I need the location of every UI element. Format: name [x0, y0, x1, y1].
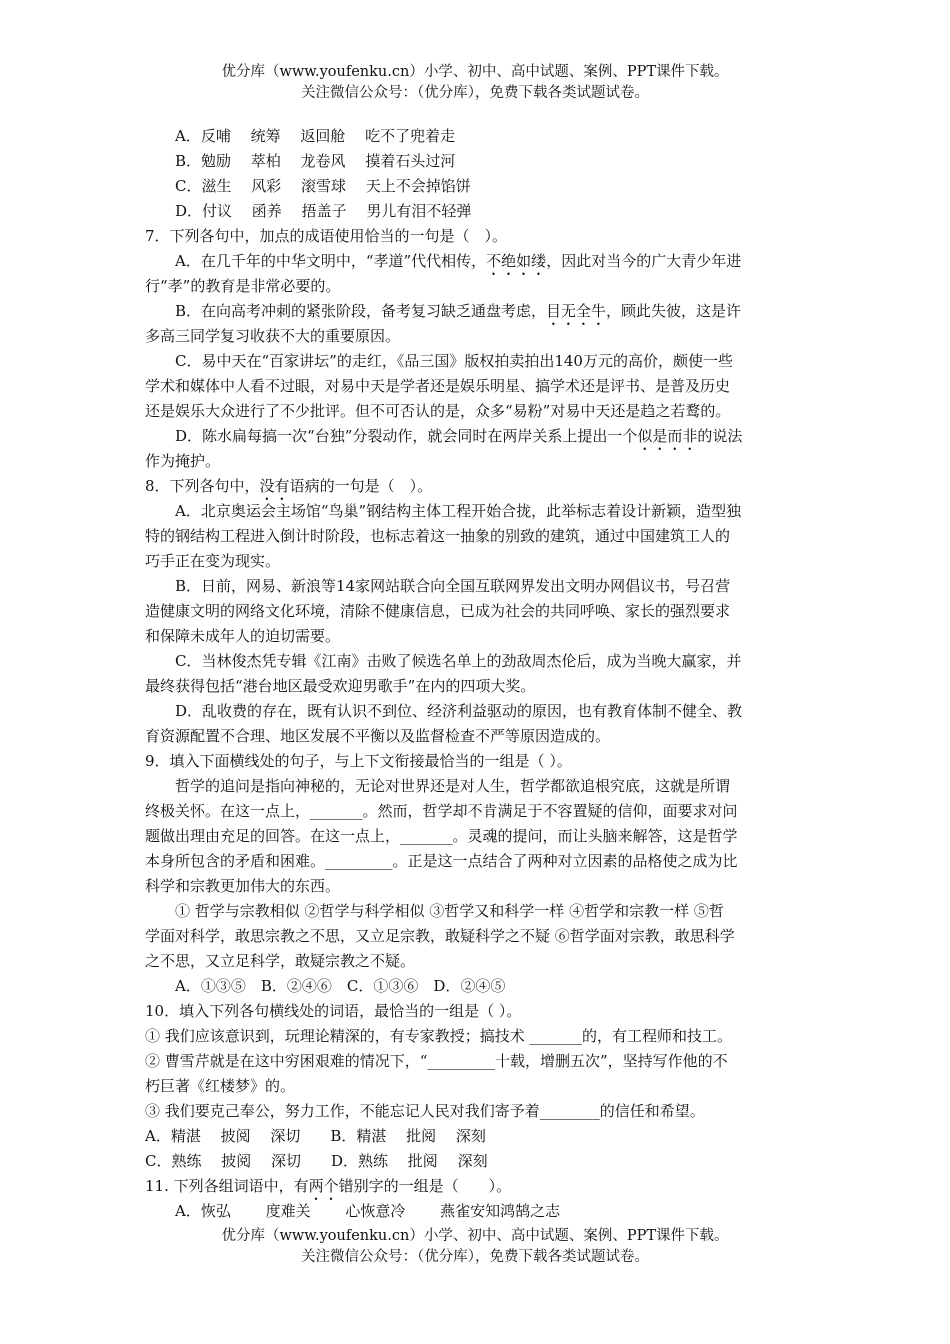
q8-option-b-line-3: 和保障未成年人的迫切需要。 [145, 627, 341, 645]
q8-option-b-line-1: B．日前，网易、新浪等14家网站联合向全国互联网界发出文明办网倡议书，号召营 [175, 577, 731, 595]
q7-c-idiom: 趋之若鹜 [640, 402, 701, 420]
page-footer [0, 1226, 950, 1268]
q11-stem [145, 1174, 807, 1199]
q6-option-c: C．滋生 风彩 滚雪球 天上不会掉馅饼 [175, 177, 471, 195]
q8-option-d-line-1: D．乱收费的存在，既有认识不到位、经济利益驱动的原因，也有教育体制不健全、教 [175, 702, 743, 720]
q10-sentence-3: ③ 我们要克己奉公，努力工作，不能忘记人民对我们寄予着________的信任和希望。 [145, 1102, 705, 1120]
q10-choices-ab: A．精湛 披阅 深切 B．精湛 批阅 深刻 [145, 1127, 486, 1145]
q9-passage-line-4: 本身所包含的矛盾和困难。_________。正是这一点结合了两种对立因素的品格使之成为比 [145, 852, 738, 870]
q7-a-dotted-idiom: 不绝如缕 [486, 252, 547, 270]
q9-passage-line-1: 哲学的追问是指向神秘的，无论对世界还是对人生，哲学都欲追根究底，这就是所谓 [175, 777, 731, 795]
q7-d-dotted-idiom: 似是而非 [637, 427, 698, 445]
q9-passage-line-5: 科学和宗教更加伟大的东西。 [145, 877, 341, 895]
q11-option-a: A．恢弘 度难关 心恢意冷 燕雀安知鸿鹄之志 [175, 1202, 561, 1220]
q7-option-c-line-1: C．易中天在“百家讲坛”的走红，《品三国》版权拍卖拍出140万元的高价，颇使一些 [175, 352, 733, 370]
header-line-2: 关注微信公众号：（优分库），免费下载各类试题试卷。 [301, 85, 649, 101]
q11-stem-text: 11. 下列各组词语中，有 [145, 1177, 309, 1195]
q9-choices: A．①③⑤ B．②④⑥ C．①③⑥ D．②④⑤ [175, 977, 506, 995]
q9-passage-line-3: 题做出理由充足的回答。在这一点上，_______。灵魂的提问，而让头脑来解答，这是哲学 [145, 827, 738, 845]
q11-stem-tail: 错别字的一组是（ ）。 [338, 1177, 512, 1195]
q9-stem: 9．填入下面横线处的句子，与上下文衔接最恰当的一组是（ ）。 [145, 752, 572, 770]
q10-sentence-2-line-2: 朽巨著《红楼梦》的。 [145, 1077, 296, 1095]
q8-stem-text: 8．下列各句中， [145, 477, 260, 495]
q7-option-d-line-2: 作为掩护。 [145, 452, 221, 470]
header-line-1: 优分库（www.youfenku.cn）小学、初中、高中试题、案例、PPT课件下载。 [221, 64, 729, 80]
q9-passage-line-2: 终极关怀。在这一点上，_______。然而，哲学却不肯满足于不容置疑的信仰，面要求对问 [145, 802, 738, 820]
q8-dotted-word: 没有 [259, 477, 290, 495]
q7-option-c-line-3 [145, 399, 807, 424]
q6-option-a: A．反哺 统筹 返回舱 吃不了兜着走 [175, 127, 456, 145]
q8-option-a-line-3: 巧手正在变为现实。 [145, 552, 281, 570]
q10-sentence-1: ① 我们应该意识到，玩理论精深的，有专家教授；搞技术 _______的，有工程师和技工。 [145, 1027, 733, 1045]
q7-option-d-line-1 [145, 424, 807, 449]
q8-option-c-line-2: 最终获得包括“港台地区最受欢迎男歌手”在内的四项大奖。 [145, 677, 536, 695]
q7-option-b-line-1 [145, 299, 807, 324]
q6-option-d: D．付议 函养 捂盖子 男儿有泪不轻弹 [175, 202, 472, 220]
q10-sentence-2-line-1: ② 曹雪芹就是在这中穷困艰难的情况下，“_________十载，增删五次”，坚持写作他的不 [145, 1052, 728, 1070]
q8-option-c-line-1: C．当林俊杰凭专辑《江南》击败了候选名单上的劲敌周杰伦后，成为当晚大赢家，并 [175, 652, 742, 670]
footer-line-1: 优分库（www.youfenku.cn）小学、初中、高中试题、案例、PPT课件下载。 [221, 1228, 729, 1244]
q8-option-d-line-2: 育资源配置不合理、地区发展不平衡以及监督检查不严等原因造成的。 [145, 727, 611, 745]
q7-a-text-tail: ，因此对当今的广大青少年进 [546, 252, 742, 270]
q10-stem: 10．填入下列各句横线处的词语，最恰当的一组是（ ）。 [145, 1002, 522, 1020]
q7-a-text: A．在几千年的中华文明中，“孝道”代代相传， [175, 252, 487, 270]
q8-stem [145, 474, 807, 499]
q7-d-text-tail: 的说法 [697, 427, 743, 445]
q8-stem-tail: 语病的一句是（ ）。 [289, 477, 433, 495]
q9-options-line-2: 学面对科学，敢思宗教之不思，又立足宗教，敢疑科学之不疑 ⑥哲学面对宗教，敢思科学 [145, 927, 735, 945]
q9-options-line-3: 之不思，又立足科学，敢疑宗教之不疑。 [145, 952, 416, 970]
q7-d-text: D．陈水扁每搞一次“台独”分裂动作，就会同时在两岸关系上提出一个 [175, 427, 638, 445]
q7-c-text-tail: 的。 [700, 402, 731, 420]
q7-b-text-tail: ，顾此失彼，这是许 [606, 302, 742, 320]
q8-option-a-line-2: 特的钢结构工程进入倒计时阶段，也标志着这一抽象的别致的建筑，通过中国建筑工人的 [145, 527, 731, 545]
q7-option-b-line-2: 多高三同学复习收获不大的重要原因。 [145, 327, 401, 345]
q7-c-text: 还是娱乐大众进行了不少批评。但不可否认的是，众多“易粉”对易中天还是 [145, 402, 641, 420]
q7-option-c-line-2: 学术和媒体中人看不过眼，对易中天是学者还是娱乐明星、搞学术还是评书、是普及历史 [145, 377, 731, 395]
q7-b-dotted-idiom: 目无全牛 [546, 302, 607, 320]
document-body [145, 124, 807, 1224]
q9-options-line-1: ① 哲学与宗教相似 ②哲学与科学相似 ③哲学又和科学一样 ④哲学和宗教一样 ⑤哲 [175, 902, 724, 920]
footer-line-2: 关注微信公众号：（优分库），免费下载各类试题试卷。 [301, 1249, 649, 1265]
q8-option-a-line-1: A．北京奥运会主场馆“鸟巢”钢结构主体工程开始合拢，此举标志着设计新颖，造型独 [175, 502, 742, 520]
q8-option-b-line-2: 造健康文明的网络文化环境，清除不健康信息，已成为社会的共同呼唤、家长的强烈要求 [145, 602, 731, 620]
q7-stem: 7．下列各句中，加点的成语使用恰当的一句是（ ）。 [145, 227, 508, 245]
q7-option-a-line-1 [145, 249, 807, 274]
q7-option-a-line-2: 行“孝”的教育是非常必要的。 [145, 277, 341, 295]
q11-dotted-word: 两个 [308, 1177, 339, 1195]
q7-b-text: B．在向高考冲刺的紧张阶段，备考复习缺乏通盘考虑， [175, 302, 547, 320]
page-header [0, 62, 950, 104]
q6-option-b: B．勉励 萃柏 龙卷风 摸着石头过河 [175, 152, 456, 170]
q10-choices-cd: C．熟练 披阅 深切 D．熟练 批阅 深刻 [145, 1152, 488, 1170]
